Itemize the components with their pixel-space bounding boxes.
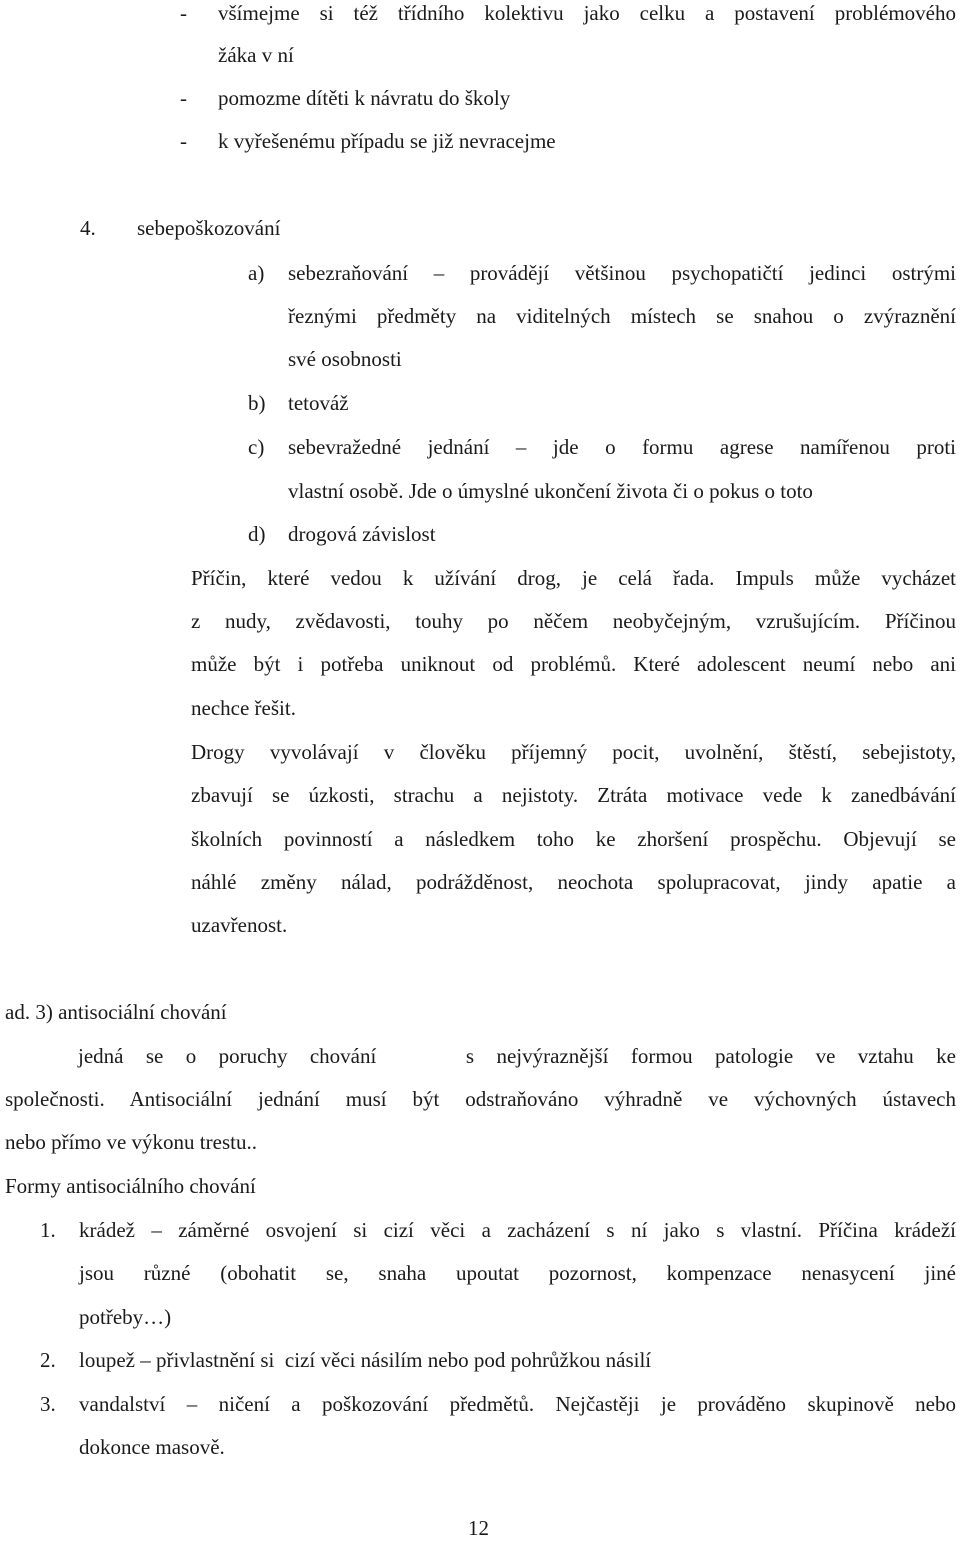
- paragraph-line: Drogy vyvolávají v člověku příjemný pocit, uvolnění, štěstí, sebejistoty,: [191, 740, 956, 764]
- form-line: vandalství – ničení a poškozování předmětů. Nejčastěji je prováděno skupinově nebo: [79, 1392, 956, 1416]
- item-line: vlastní osobě. Jde o úmyslné ukončení života či o pokus o toto: [288, 479, 813, 503]
- form-line: potřeby…): [79, 1305, 172, 1329]
- list-marker: -: [180, 129, 187, 153]
- section-number: 4.: [80, 216, 96, 240]
- item-marker: c): [248, 435, 265, 459]
- forms-heading: Formy antisociálního chování: [5, 1174, 256, 1198]
- paragraph-line: uzavřenost.: [191, 913, 288, 937]
- form-line: dokonce masově.: [79, 1435, 225, 1459]
- paragraph-line: náhlé změny nálad, podrážděnost, neochota spolupracovat, jindy apatie a: [191, 870, 956, 894]
- page-number: 12: [468, 1516, 489, 1540]
- form-line: jsou různé (obohatit se, snaha upoutat pozornost, kompenzace nenasycení jiné: [79, 1261, 956, 1285]
- form-marker: 1.: [40, 1218, 56, 1242]
- list-marker: -: [180, 86, 187, 110]
- list-item-line: k vyřešenému případu se již nevracejme: [218, 129, 556, 153]
- form-line: krádež – záměrné osvojení si cizí věci a zacházení s ní jako s vlastní. Příčina krádeží: [79, 1218, 956, 1242]
- form-marker: 2.: [40, 1348, 56, 1372]
- section-heading: ad. 3) antisociální chování: [5, 1000, 227, 1024]
- paragraph-line: nechce řešit.: [191, 696, 296, 720]
- paragraph-line: zbavují se úzkosti, strachu a nejistoty. Ztráta motivace vede k zanedbávání: [191, 783, 956, 807]
- form-marker: 3.: [40, 1392, 56, 1416]
- list-marker: -: [180, 1, 187, 25]
- item-line: tetováž: [288, 391, 349, 415]
- list-item-line: pomozme dítěti k návratu do školy: [218, 86, 511, 110]
- item-marker: d): [248, 522, 266, 546]
- paragraph-line: jedná se o poruchy chování s nejvýraznější formou patologie ve vztahu ke: [78, 1044, 956, 1068]
- item-line: sebevražedné jednání – jde o formu agrese namířenou proti: [288, 435, 956, 459]
- list-item-line: všímejme si též třídního kolektivu jako celku a postavení problémového: [218, 1, 956, 25]
- paragraph-line: Příčin, které vedou k užívání drog, je celá řada. Impuls může vycházet: [191, 566, 956, 590]
- paragraph-line: z nudy, zvědavosti, touhy po něčem neobyčejným, vzrušujícím. Příčinou: [191, 609, 956, 633]
- paragraph-line: může být i potřeba uniknout od problémů. Které adolescent neumí nebo ani: [191, 652, 956, 676]
- form-line: loupež – přivlastnění si cizí věci násilím nebo pod pohrůžkou násilí: [79, 1348, 652, 1372]
- item-line: sebezraňování – provádějí většinou psychopatičtí jedinci ostrými: [288, 261, 956, 285]
- item-marker: a): [248, 261, 265, 285]
- item-line: drogová závislost: [288, 522, 436, 546]
- paragraph-line: nebo přímo ve výkonu trestu..: [5, 1130, 257, 1154]
- item-line: své osobnosti: [288, 347, 402, 371]
- list-item-line: žáka v ní: [218, 43, 294, 67]
- paragraph-line: společnosti. Antisociální jednání musí být odstraňováno výhradně ve výchovných ústavech: [5, 1087, 956, 1111]
- paragraph-line: školních povinností a následkem toho ke zhoršení prospěchu. Objevují se: [191, 827, 956, 851]
- section-title: sebepoškozování: [137, 216, 281, 240]
- item-line: řeznými předměty na viditelných místech se snahou o zvýraznění: [288, 304, 956, 328]
- item-marker: b): [248, 391, 266, 415]
